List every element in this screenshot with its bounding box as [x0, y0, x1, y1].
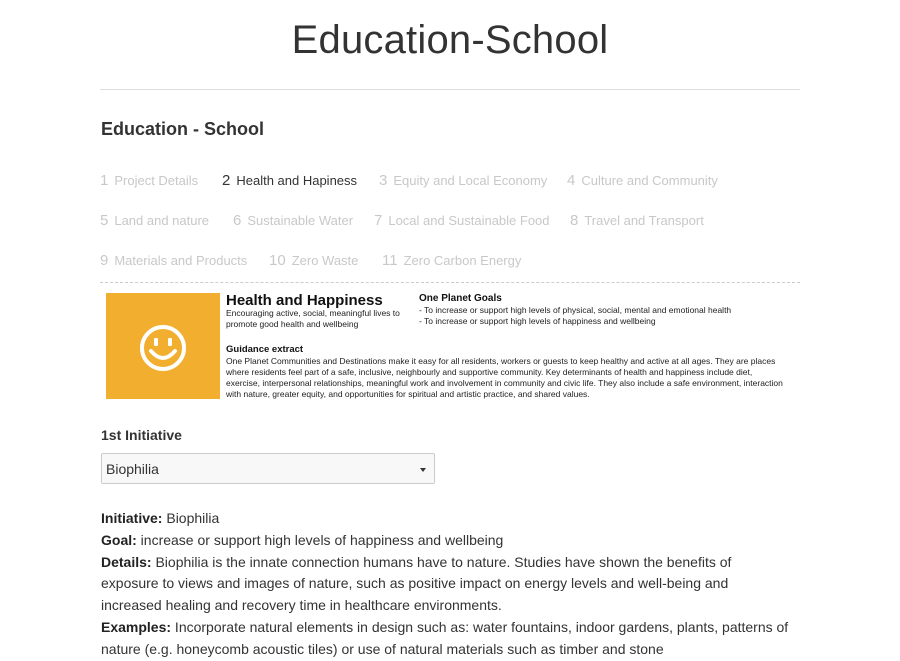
goal-item: - To increase or support high levels of happiness and wellbeing — [419, 316, 656, 326]
examples-row — [101, 617, 791, 661]
step-label: Project Details — [114, 173, 199, 188]
guidance-text: One Planet Communities and Destinations make it easy for all residents, workers or guests to keep healthy and active at all ages. They are places where residents feel part of a safe, inclusive, neighbourly and supportive community. Key determinants of health and happiness include diet, exercise, interpersonal relationships, meaningful work and involvement in community and civic life. They also include a safe environment, interaction with nature, greater equity, and opportunities for spiritual and artistic practice, and shared values. — [226, 356, 783, 399]
goal-item: - To increase or support high levels of physical, social, mental and emotional health — [419, 305, 732, 315]
title-divider — [100, 89, 800, 90]
examples-key: Examples: — [101, 618, 172, 635]
details-value: Biophilia is the innate connection humans have to nature. Studies have shown the benefits of exposure to views and images of nature, such as positive impact on energy levels and well-being and increased healing and recovery time in healthcare environments. — [101, 553, 732, 614]
steps-divider — [100, 282, 800, 283]
step-materials-and-products[interactable] — [100, 252, 247, 269]
step-number: 11 — [382, 252, 398, 269]
step-zero-carbon-energy[interactable] — [382, 252, 521, 269]
step-land-and-nature[interactable] — [100, 212, 209, 229]
step-label: Local and Sustainable Food — [388, 213, 550, 228]
step-label: Sustainable Water — [247, 213, 354, 228]
caret-down-icon — [420, 468, 426, 472]
goal-key: Goal: — [101, 531, 137, 548]
initiative-details — [101, 508, 791, 661]
initiative-select[interactable] — [101, 453, 435, 484]
details-row — [101, 552, 791, 617]
step-zero-waste[interactable] — [269, 252, 358, 269]
category-tile — [106, 293, 220, 399]
goal-value: increase or support high levels of happiness and wellbeing — [136, 531, 504, 548]
step-number: 7 — [374, 212, 383, 229]
step-number: 5 — [100, 212, 109, 229]
examples-value: Incorporate natural elements in design such as: water fountains, indoor gardens, plants, patterns of nature (e.g. honeycomb acoustic tiles) or use of natural materials such as timber and stone — [101, 618, 789, 657]
step-number: 2 — [222, 172, 231, 189]
step-number: 1 — [100, 172, 109, 189]
initiative-value: Biophilia — [162, 510, 220, 526]
step-number: 3 — [379, 172, 388, 189]
initiative-row — [101, 508, 791, 530]
step-travel-and-transport[interactable] — [570, 212, 704, 229]
guidance-title: Guidance extract — [226, 344, 304, 355]
category-banner — [106, 293, 796, 399]
step-number: 4 — [567, 172, 576, 189]
step-label: Zero Carbon Energy — [403, 253, 522, 268]
step-culture-and-community[interactable] — [567, 172, 718, 189]
step-equity-and-local-economy[interactable] — [379, 172, 547, 189]
step-number: 10 — [269, 252, 286, 269]
step-number: 6 — [233, 212, 242, 229]
goals-list — [419, 305, 731, 327]
step-health-and-hapiness[interactable] — [222, 172, 357, 189]
step-label: Equity and Local Economy — [393, 173, 548, 188]
step-project-details[interactable] — [100, 172, 198, 189]
smiley-face-icon — [138, 323, 188, 373]
banner-heading: Health and Happiness — [226, 292, 383, 309]
goal-row — [101, 530, 791, 552]
step-label: Culture and Community — [581, 173, 718, 188]
form-title: Education - School — [101, 119, 265, 139]
step-label: Land and nature — [114, 213, 210, 228]
details-key: Details: — [101, 553, 152, 570]
step-local-and-sustainable-food[interactable] — [374, 212, 550, 229]
page-title: Education-School — [291, 18, 609, 62]
step-label: Health and Hapiness — [236, 173, 358, 188]
step-sustainable-water[interactable] — [233, 212, 353, 229]
banner-subheading: Encouraging active, social, meaningful lives to promote good health and wellbeing — [226, 308, 400, 329]
step-number: 9 — [100, 252, 109, 269]
step-label: Zero Waste — [291, 253, 359, 268]
step-label: Travel and Transport — [584, 213, 704, 228]
step-label: Materials and Products — [114, 253, 248, 268]
initiative-label: 1st Initiative — [101, 427, 182, 443]
initiative-selected-value: Biophilia — [106, 461, 159, 477]
step-number: 8 — [570, 212, 579, 229]
goals-title: One Planet Goals — [419, 293, 502, 304]
initiative-key: Initiative: — [101, 510, 163, 526]
